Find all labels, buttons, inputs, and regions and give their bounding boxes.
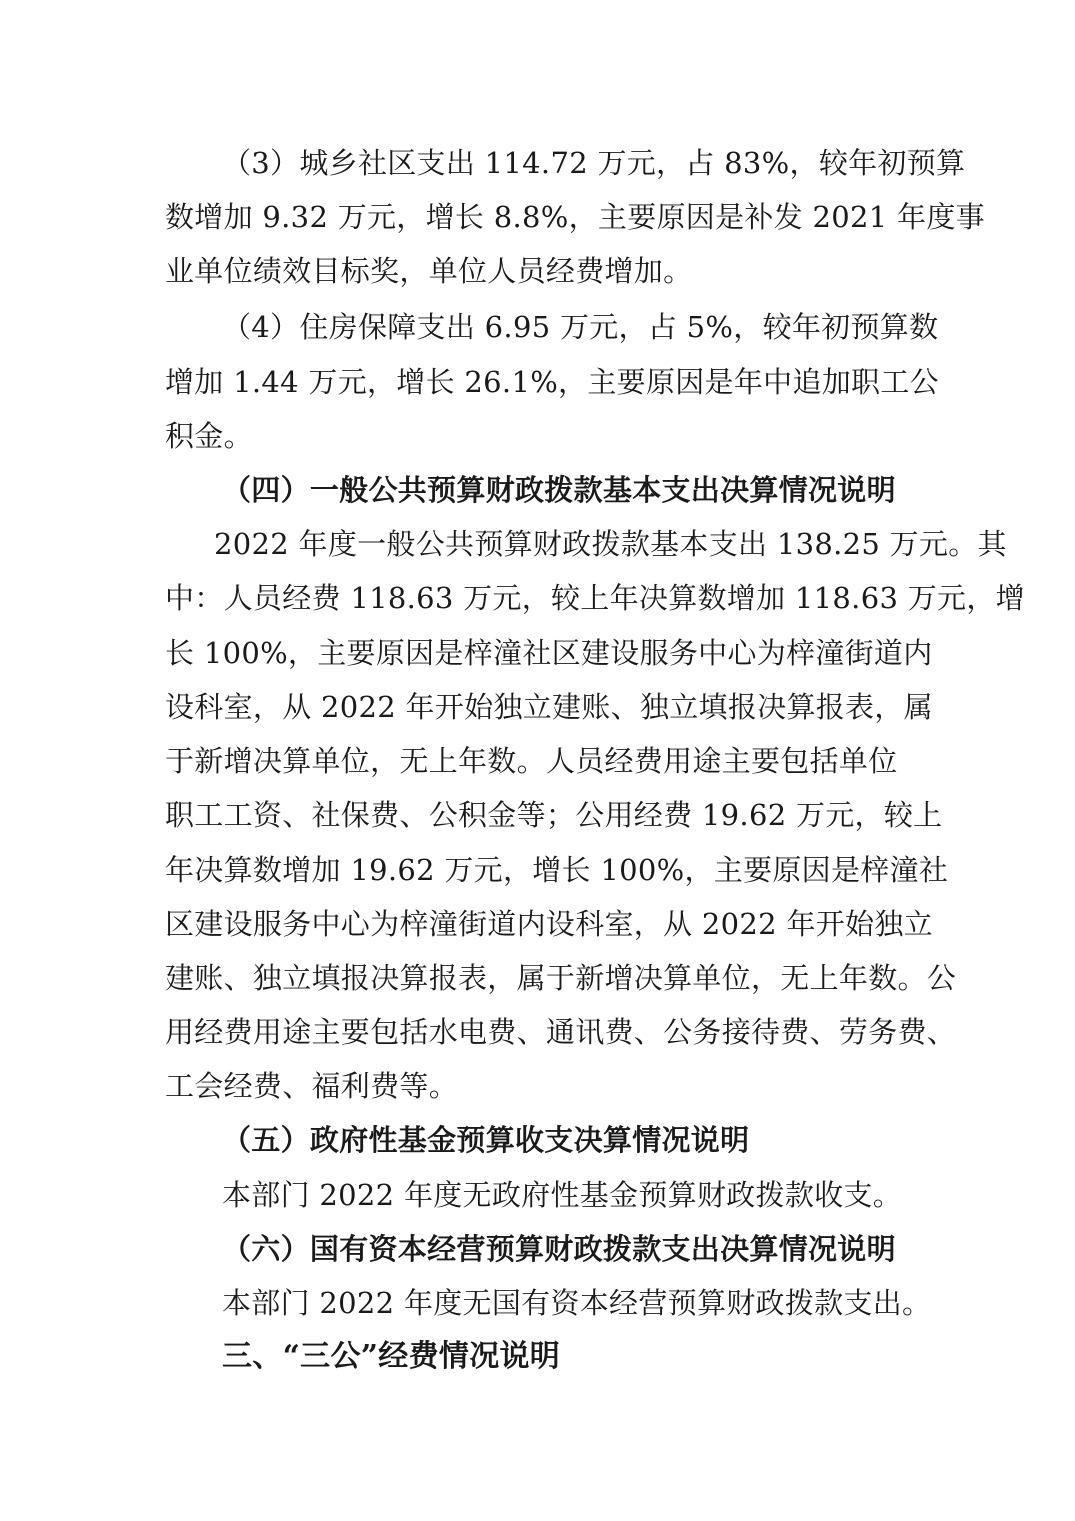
section-4-line-4: 设科室，从 2022 年开始独立建账、独立填报决算报表，属 [165, 690, 933, 724]
section-5-heading: （五）政府性基金预算收支决算情况说明 [222, 1123, 750, 1157]
section-4-heading: （四）一般公共预算财政拨款基本支出决算情况说明 [222, 473, 896, 507]
section-4-line-11: 工会经费、福利费等。 [165, 1069, 459, 1103]
section-4-line-10: 用经费用途主要包括水电费、通讯费、公务接待费、劳务费、 [165, 1015, 957, 1049]
paragraph-4-line-1: （4）住房保障支出 6.95 万元，占 5%，较年初预算数 [222, 310, 939, 344]
section-6-heading: （六）国有资本经营预算财政拨款支出决算情况说明 [222, 1232, 896, 1266]
paragraph-3-line-3: 业单位绩效目标奖，单位人员经费增加。 [165, 254, 693, 288]
section-4-line-8: 区建设服务中心为梓潼街道内设科室，从 2022 年开始独立 [165, 907, 933, 941]
section-4-line-5: 于新增决算单位，无上年数。人员经费用途主要包括单位 [165, 744, 898, 778]
paragraph-4-line-3: 积金。 [165, 419, 253, 453]
paragraph-4-line-2: 增加 1.44 万元，增长 26.1%，主要原因是年中追加职工公 [165, 365, 939, 399]
part-3-heading: 三、“三公”经费情况说明 [222, 1339, 561, 1374]
section-4-line-6: 职工工资、社保费、公积金等；公用经费 19.62 万元，较上 [165, 798, 943, 832]
section-4-line-1: 2022 年度一般公共预算财政拨款基本支出 138.25 万元。其 [214, 527, 1007, 561]
section-5-body: 本部门 2022 年度无政府性基金预算财政拨款收支。 [222, 1178, 903, 1212]
paragraph-3-line-1: （3）城乡社区支出 114.72 万元，占 83%，较年初预算 [222, 146, 966, 180]
section-4-line-2: 中：人员经费 118.63 万元，较上年决算数增加 118.63 万元，增 [165, 581, 1025, 615]
section-4-line-7: 年决算数增加 19.62 万元，增长 100%，主要原因是梓潼社 [165, 853, 949, 887]
section-6-body: 本部门 2022 年度无国有资本经营预算财政拨款支出。 [222, 1286, 932, 1320]
section-4-line-9: 建账、独立填报决算报表，属于新增决算单位，无上年数。公 [165, 961, 957, 995]
paragraph-3-line-2: 数增加 9.32 万元，增长 8.8%，主要原因是补发 2021 年度事 [165, 200, 985, 234]
section-4-line-3: 长 100%，主要原因是梓潼社区建设服务中心为梓潼街道内 [165, 636, 933, 670]
